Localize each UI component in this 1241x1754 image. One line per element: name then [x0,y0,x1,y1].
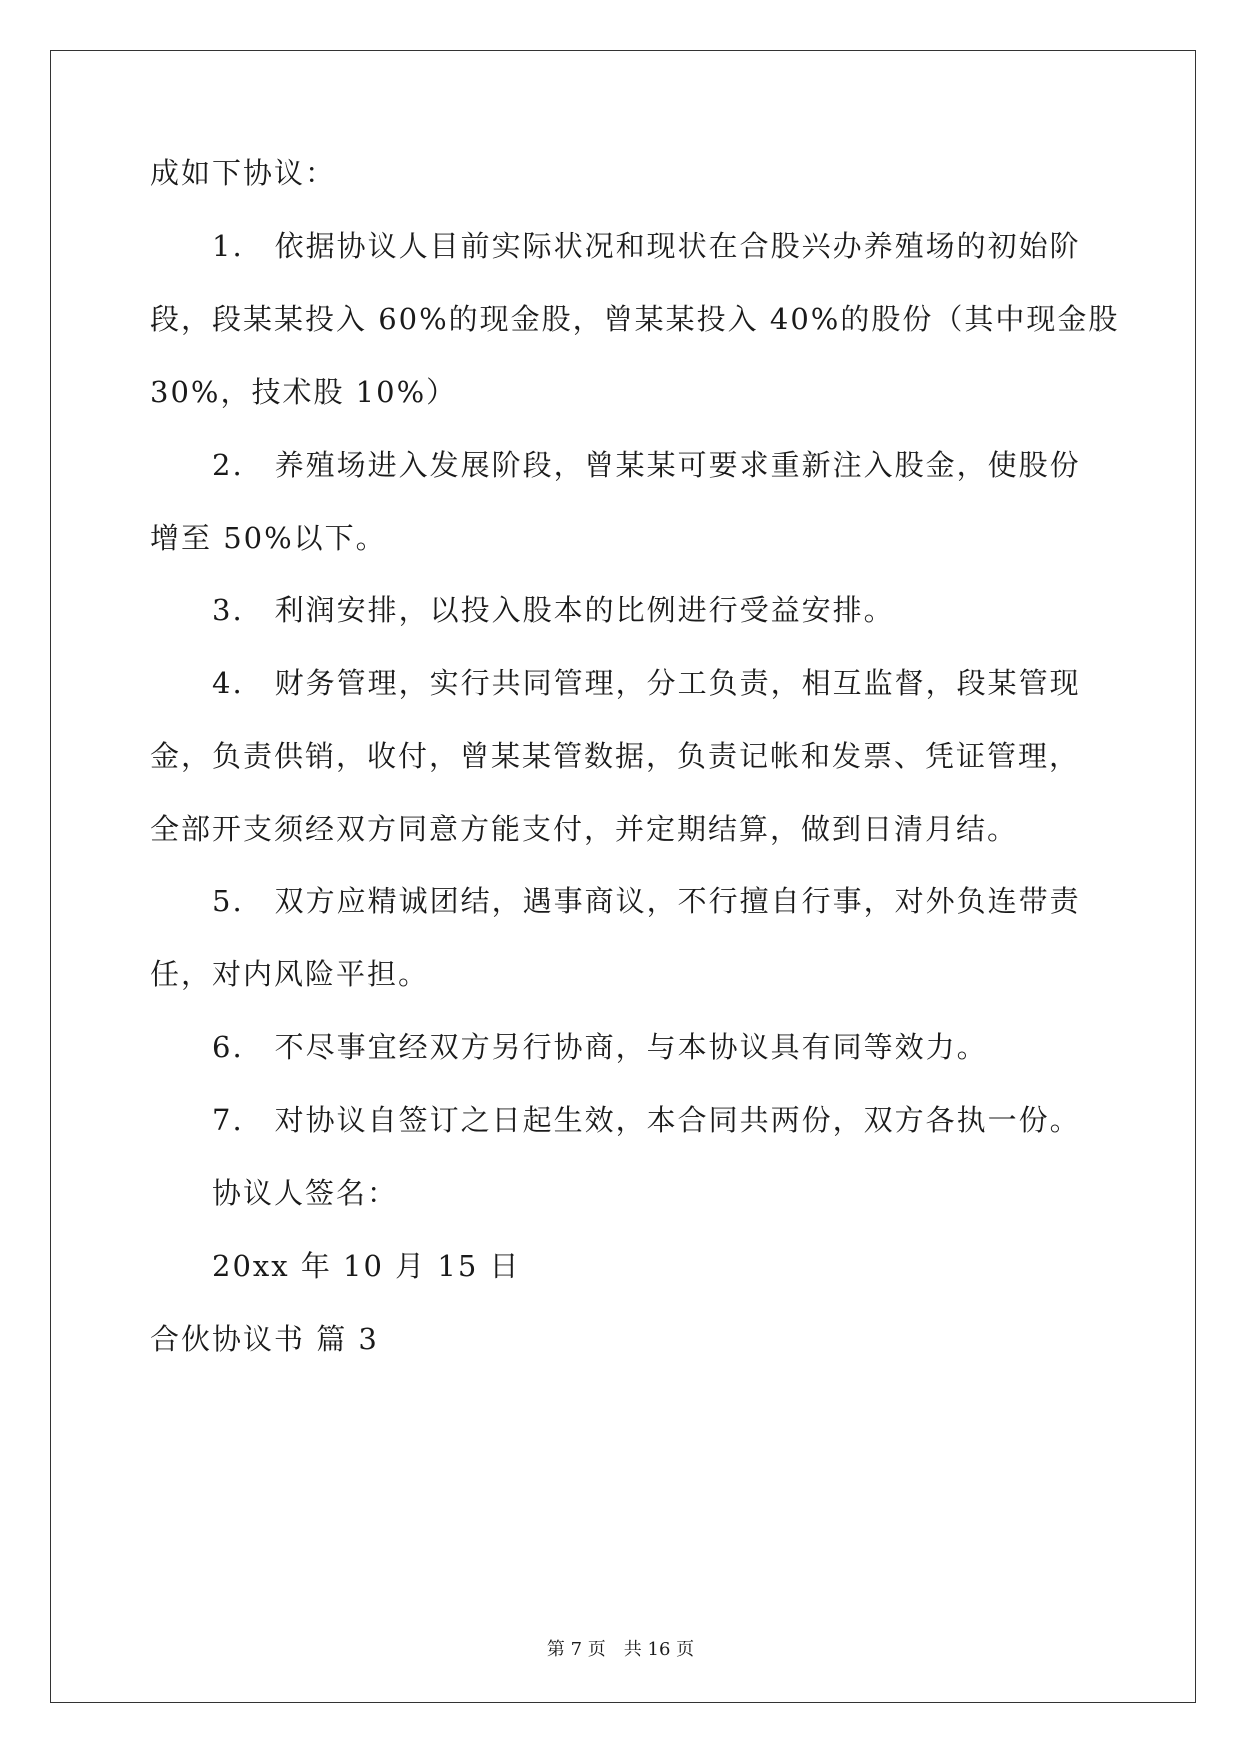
page-number: 第 7 页 共 16 页 [546,1639,695,1660]
text-line: 增至 50%以下。 [150,521,387,555]
signature-label: 协议人签名： [212,1176,399,1210]
date-line: 20xx 年 10 月 15 日 [212,1249,521,1283]
text-line: 7. 对协议自签订之日起生效，本合同共两份，双方各执一份。 [212,1103,1081,1137]
text-line: 3. 利润安排，以投入股本的比例进行受益安排。 [212,593,895,627]
text-line: 2. 养殖场进入发展阶段，曾某某可要求重新注入股金，使股份 [212,448,1081,482]
text-line: 任，对内风险平担。 [150,957,430,991]
text-line: 段，段某某投入 60%的现金股，曾某某投入 40%的股份（其中现金股 [150,302,1120,336]
text-line: 成如下协议： [150,156,337,190]
text-line: 6. 不尽事宜经双方另行协商，与本协议具有同等效力。 [212,1030,988,1064]
text-line: 金，负责供销，收付，曾某某管数据，负责记帐和发票、凭证管理， [150,739,1081,773]
page-border [50,50,1196,1703]
text-line: 全部开支须经双方同意方能支付，并定期结算，做到日清月结。 [150,812,1019,846]
section-heading: 合伙协议书 篇 3 [150,1322,379,1356]
text-line: 4. 财务管理，实行共同管理，分工负责，相互监督，段某管现 [212,666,1081,700]
text-line: 30%，技术股 10%） [150,375,458,409]
text-line: 1. 依据协议人目前实际状况和现状在合股兴办养殖场的初始阶 [212,229,1081,263]
text-line: 5. 双方应精诚团结，遇事商议，不行擅自行事，对外负连带责 [212,884,1081,918]
